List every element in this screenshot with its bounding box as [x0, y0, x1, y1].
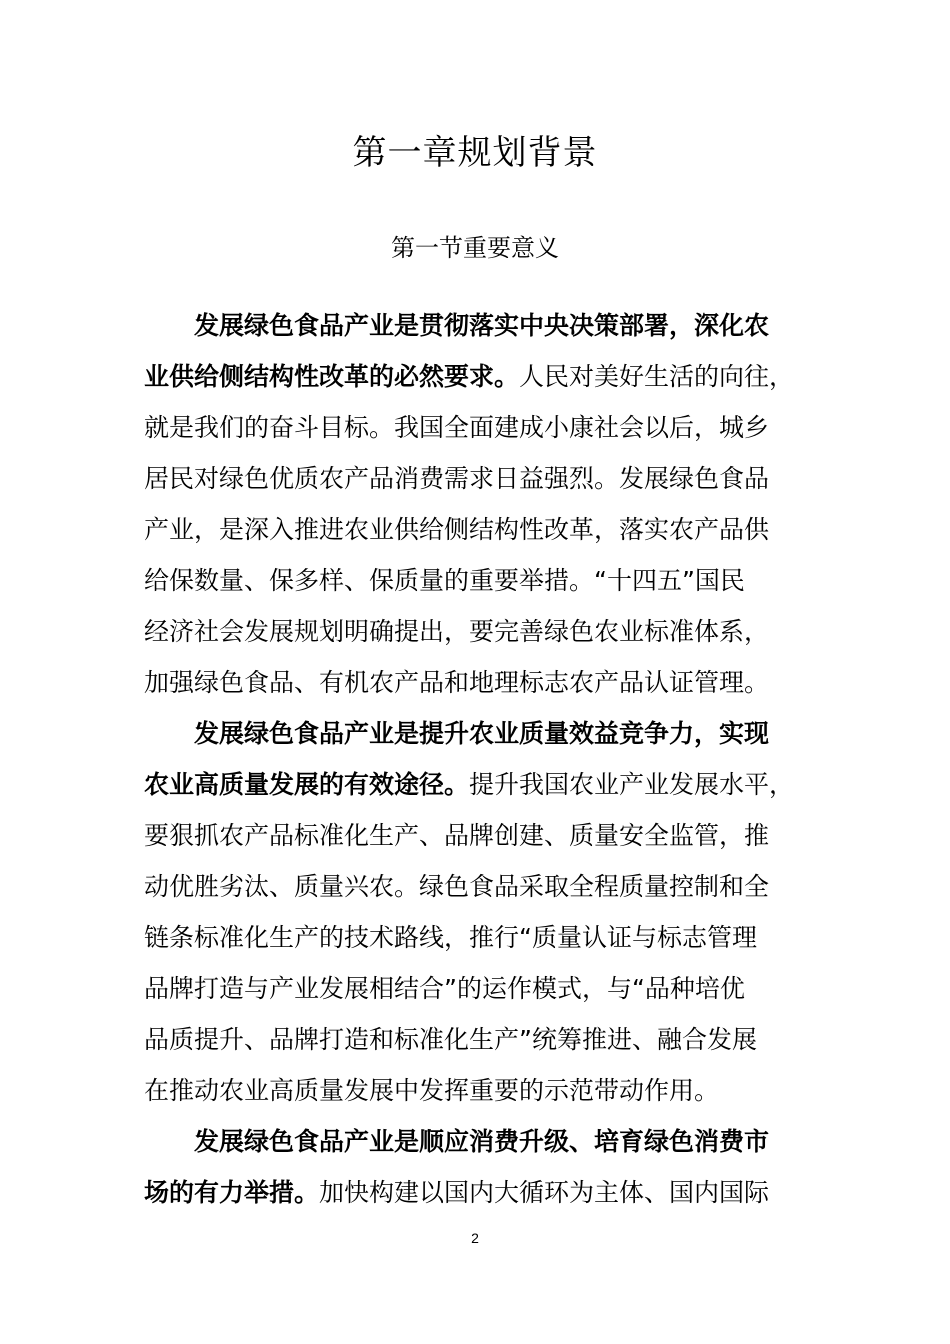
- line-text: 经济社会发展规划明确提出，要完善绿色农业标准体系，: [144, 617, 770, 646]
- line-text: 提升我国农业产业发展水平，: [469, 770, 795, 799]
- text-line: [144, 912, 834, 963]
- text-line: [144, 606, 834, 657]
- bold-lead: 农业高质量发展的有效途径。: [144, 770, 470, 799]
- bold-lead: 业供给侧结构性改革的必然要求。: [144, 362, 520, 391]
- line-text: 品质提升、品牌打造和标准化生产”统筹推进、融合发展: [144, 1025, 757, 1054]
- line-text: 品牌打造与产业发展相结合”的运作模式，与“品种培优: [144, 974, 745, 1003]
- text-line: [144, 402, 834, 453]
- text-line: [144, 1167, 834, 1218]
- bold-lead: 场的有力举措。: [144, 1178, 320, 1207]
- paragraph-1: [144, 300, 834, 708]
- chapter-title: 第一章规划背景: [352, 133, 598, 173]
- line-text: 给保数量、保多样、保质量的重要举措。“十四五”国民: [144, 566, 745, 595]
- line-text: 在推动农业高质量发展中发挥重要的示范带动作用。: [144, 1076, 720, 1105]
- text-line: [144, 963, 834, 1014]
- text-line: [144, 504, 834, 555]
- text-line: [144, 300, 834, 351]
- text-line: [144, 759, 834, 810]
- text-line: [144, 708, 834, 759]
- text-line: [144, 453, 834, 504]
- line-text: 动优胜劣汰、质量兴农。绿色食品采取全程质量控制和全: [144, 872, 770, 901]
- section-title: 第一节重要意义: [391, 234, 559, 262]
- line-text: 就是我们的奋斗目标。我国全面建成小康社会以后，城乡: [144, 413, 770, 442]
- text-line: [144, 1065, 834, 1116]
- bold-lead: 发展绿色食品产业是提升农业质量效益竞争力，实现: [194, 719, 770, 748]
- text-line: [144, 657, 834, 708]
- line-text: 产业，是深入推进农业供给侧结构性改革，落实农产品供: [144, 515, 770, 544]
- line-text: 要狠抓农产品标准化生产、品牌创建、质量安全监管，推: [144, 821, 770, 850]
- text-line: [144, 1116, 834, 1167]
- line-text: 居民对绿色优质农产品消费需求日益强烈。发展绿色食品: [144, 464, 770, 493]
- text-line: [144, 810, 834, 861]
- line-text: 链条标准化生产的技术路线，推行“质量认证与标志管理: [144, 923, 757, 952]
- text-line: [144, 861, 834, 912]
- line-text: 加快构建以国内大循环为主体、国内国际: [319, 1178, 770, 1207]
- bold-lead: 发展绿色食品产业是贯彻落实中央决策部署，深化农: [194, 311, 770, 340]
- text-line: [144, 1014, 834, 1065]
- line-text: 加强绿色食品、有机农产品和地理标志农产品认证管理。: [144, 668, 770, 697]
- paragraph-3: [144, 1116, 834, 1218]
- line-text: 人民对美好生活的向往，: [519, 362, 795, 391]
- page-number: 2: [471, 1230, 479, 1246]
- body-text: [144, 300, 834, 1218]
- text-line: [144, 555, 834, 606]
- text-line: [144, 351, 834, 402]
- bold-lead: 发展绿色食品产业是顺应消费升级、培育绿色消费市: [194, 1127, 770, 1156]
- paragraph-2: [144, 708, 834, 1116]
